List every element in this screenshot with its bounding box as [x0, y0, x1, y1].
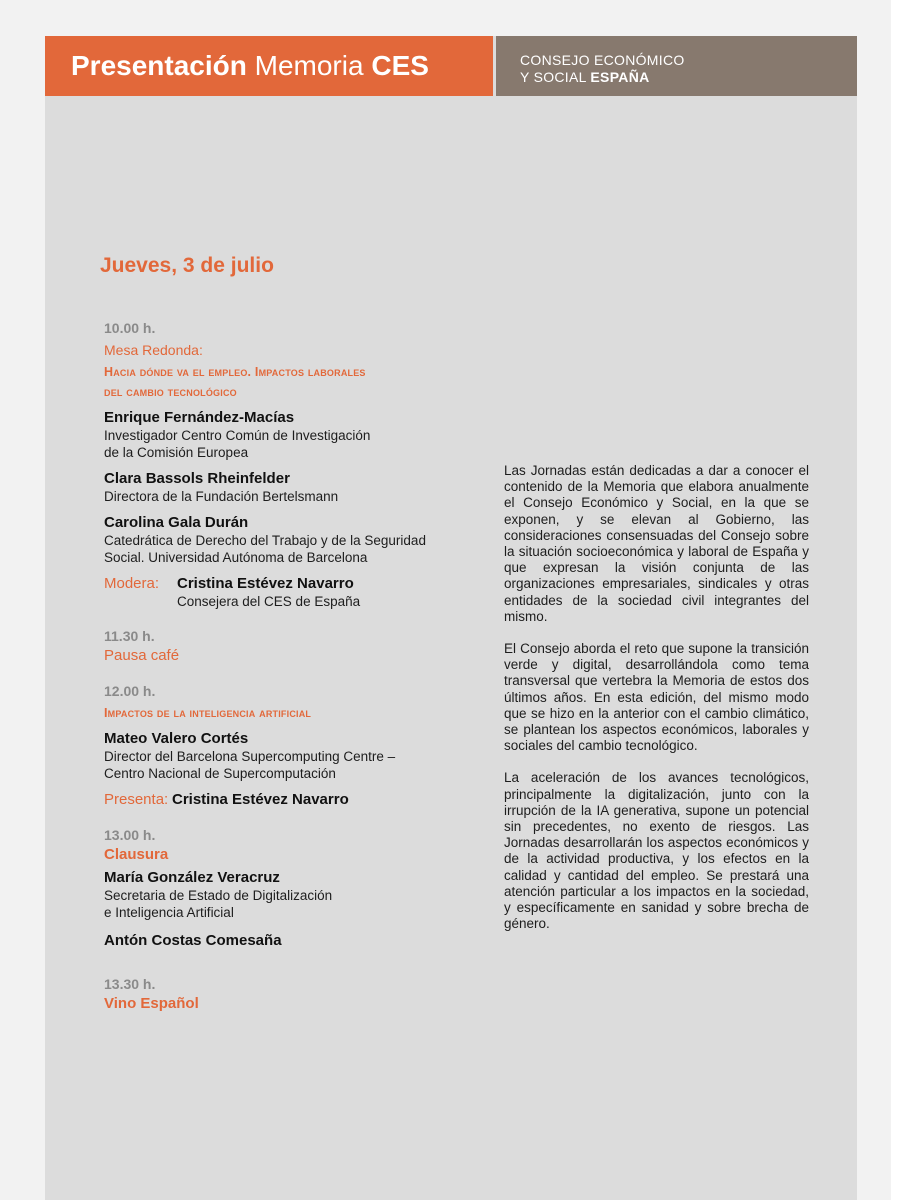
session-5 — [104, 974, 464, 1013]
speaker — [104, 931, 464, 950]
org-line2 — [520, 69, 857, 86]
session-1 — [104, 318, 464, 610]
speaker-name: Clara Bassols Rheinfelder — [104, 470, 290, 487]
moderator-role: Consejera del CES de España — [177, 594, 361, 609]
session-2-label: Pausa café — [104, 647, 180, 664]
description-paragraph-1: Las Jornadas están dedicadas a dar a conocer el contenido de la Memoria que elabora anualmente el Consejo Económico y Social, en la que se exponen, y se elevan al Gobierno, las consideraciones consensuadas del Consejo sobre la situación socioeconómica y laboral de España y que expresan la visión conjunta de las organizaciones empresariales, sindicales y otras entidades de la sociedad civil integrantes del mismo. — [504, 463, 809, 624]
moderator-name: Cristina Estévez Navarro — [177, 575, 354, 592]
speaker — [104, 469, 464, 505]
session-2 — [104, 626, 464, 666]
session-3-title: Impactos de la inteligencia artificial — [104, 706, 312, 720]
speaker — [104, 729, 464, 782]
speaker-role: Social. Universidad Autónoma de Barcelona — [104, 550, 368, 565]
speaker-name: Mateo Valero Cortés — [104, 730, 249, 747]
speaker — [104, 868, 464, 921]
right-edge — [891, 0, 901, 1200]
org-line2-b: ESPAÑA — [590, 69, 650, 85]
description-paragraph-2: El Consejo aborda el reto que supone la transición verde y digital, desarrollándola como tema transversal que vertebra la Memoria de estos dos últimos años. En esta edición, del mismo modo que se hizo en la anterior con el cambio climático, se plantean los aspectos económicos, laborales y sociales del cambio tecnológico. — [504, 641, 809, 754]
speaker-name: Antón Costas Comesaña — [104, 932, 282, 949]
speaker — [104, 408, 464, 461]
event-date: Jueves, 3 de julio — [100, 254, 274, 277]
session-1-time: 10.00 h. — [104, 320, 156, 336]
speaker-role: Catedrática de Derecho del Trabajo y de la Seguridad — [104, 533, 426, 548]
session-5-time: 13.30 h. — [104, 976, 156, 992]
session-3-time: 12.00 h. — [104, 683, 156, 699]
session-1-label: Mesa Redonda: — [104, 342, 203, 358]
presenter-name: Cristina Estévez Navarro — [171, 791, 349, 808]
speaker-name: Carolina Gala Durán — [104, 514, 249, 531]
presenter-label: Presenta: — [104, 791, 169, 808]
header-organization — [496, 36, 857, 96]
speaker-role: Investigador Centro Común de Investigación — [104, 428, 371, 443]
session-5-title: Vino Español — [104, 995, 199, 1012]
description-paragraph-3: La aceleración de los avances tecnológicos, principalmente la digitalización, junto con la irrupción de la IA generativa, supone un potencial sin precedentes, no exento de riesgos. Las Jornadas desarrollarán los aspectos económicos y de la actividad productiva, y los efectos en la calidad y cantidad del empleo. Se prestará una atención particular a los impactos en la sociedad, y específicamente en sanidad y sobre brecha de género. — [504, 770, 809, 932]
document-page — [45, 36, 857, 1200]
session-1-title-line1: Hacia dónde va el empleo. Impactos laborales — [104, 365, 366, 379]
header-title — [45, 36, 493, 96]
header-title-part3: CES — [371, 50, 429, 81]
session-2-time: 11.30 h. — [104, 628, 155, 644]
moderator — [104, 574, 464, 610]
program-schedule — [104, 318, 464, 1013]
session-4-time: 13.00 h. — [104, 827, 156, 843]
speaker-name: Enrique Fernández-Macías — [104, 409, 295, 426]
session-4 — [104, 825, 464, 950]
org-line1: CONSEJO ECONÓMICO — [520, 52, 685, 68]
speaker — [104, 513, 464, 566]
speaker-role: de la Comisión Europea — [104, 445, 249, 460]
presenter — [104, 790, 464, 810]
session-3 — [104, 681, 464, 810]
speaker-role: Directora de la Fundación Bertelsmann — [104, 489, 339, 504]
session-1-title-line2: del cambio tecnológico — [104, 385, 237, 399]
description-text — [504, 463, 809, 948]
session-4-title: Clausura — [104, 846, 169, 863]
speaker-role: Centro Nacional de Supercomputación — [104, 766, 336, 781]
header-title-part1: Presentación — [71, 50, 247, 81]
org-line2-a: Y SOCIAL — [520, 69, 587, 85]
speaker-role: Secretaria de Estado de Digitalización — [104, 888, 333, 903]
moderator-label: Modera: — [104, 575, 160, 592]
header-title-part2: Memoria — [254, 50, 364, 81]
speaker-name: María González Veracruz — [104, 869, 280, 886]
speaker-role: e Inteligencia Artificial — [104, 905, 234, 920]
speaker-role: Director del Barcelona Supercomputing Centre – — [104, 749, 396, 764]
